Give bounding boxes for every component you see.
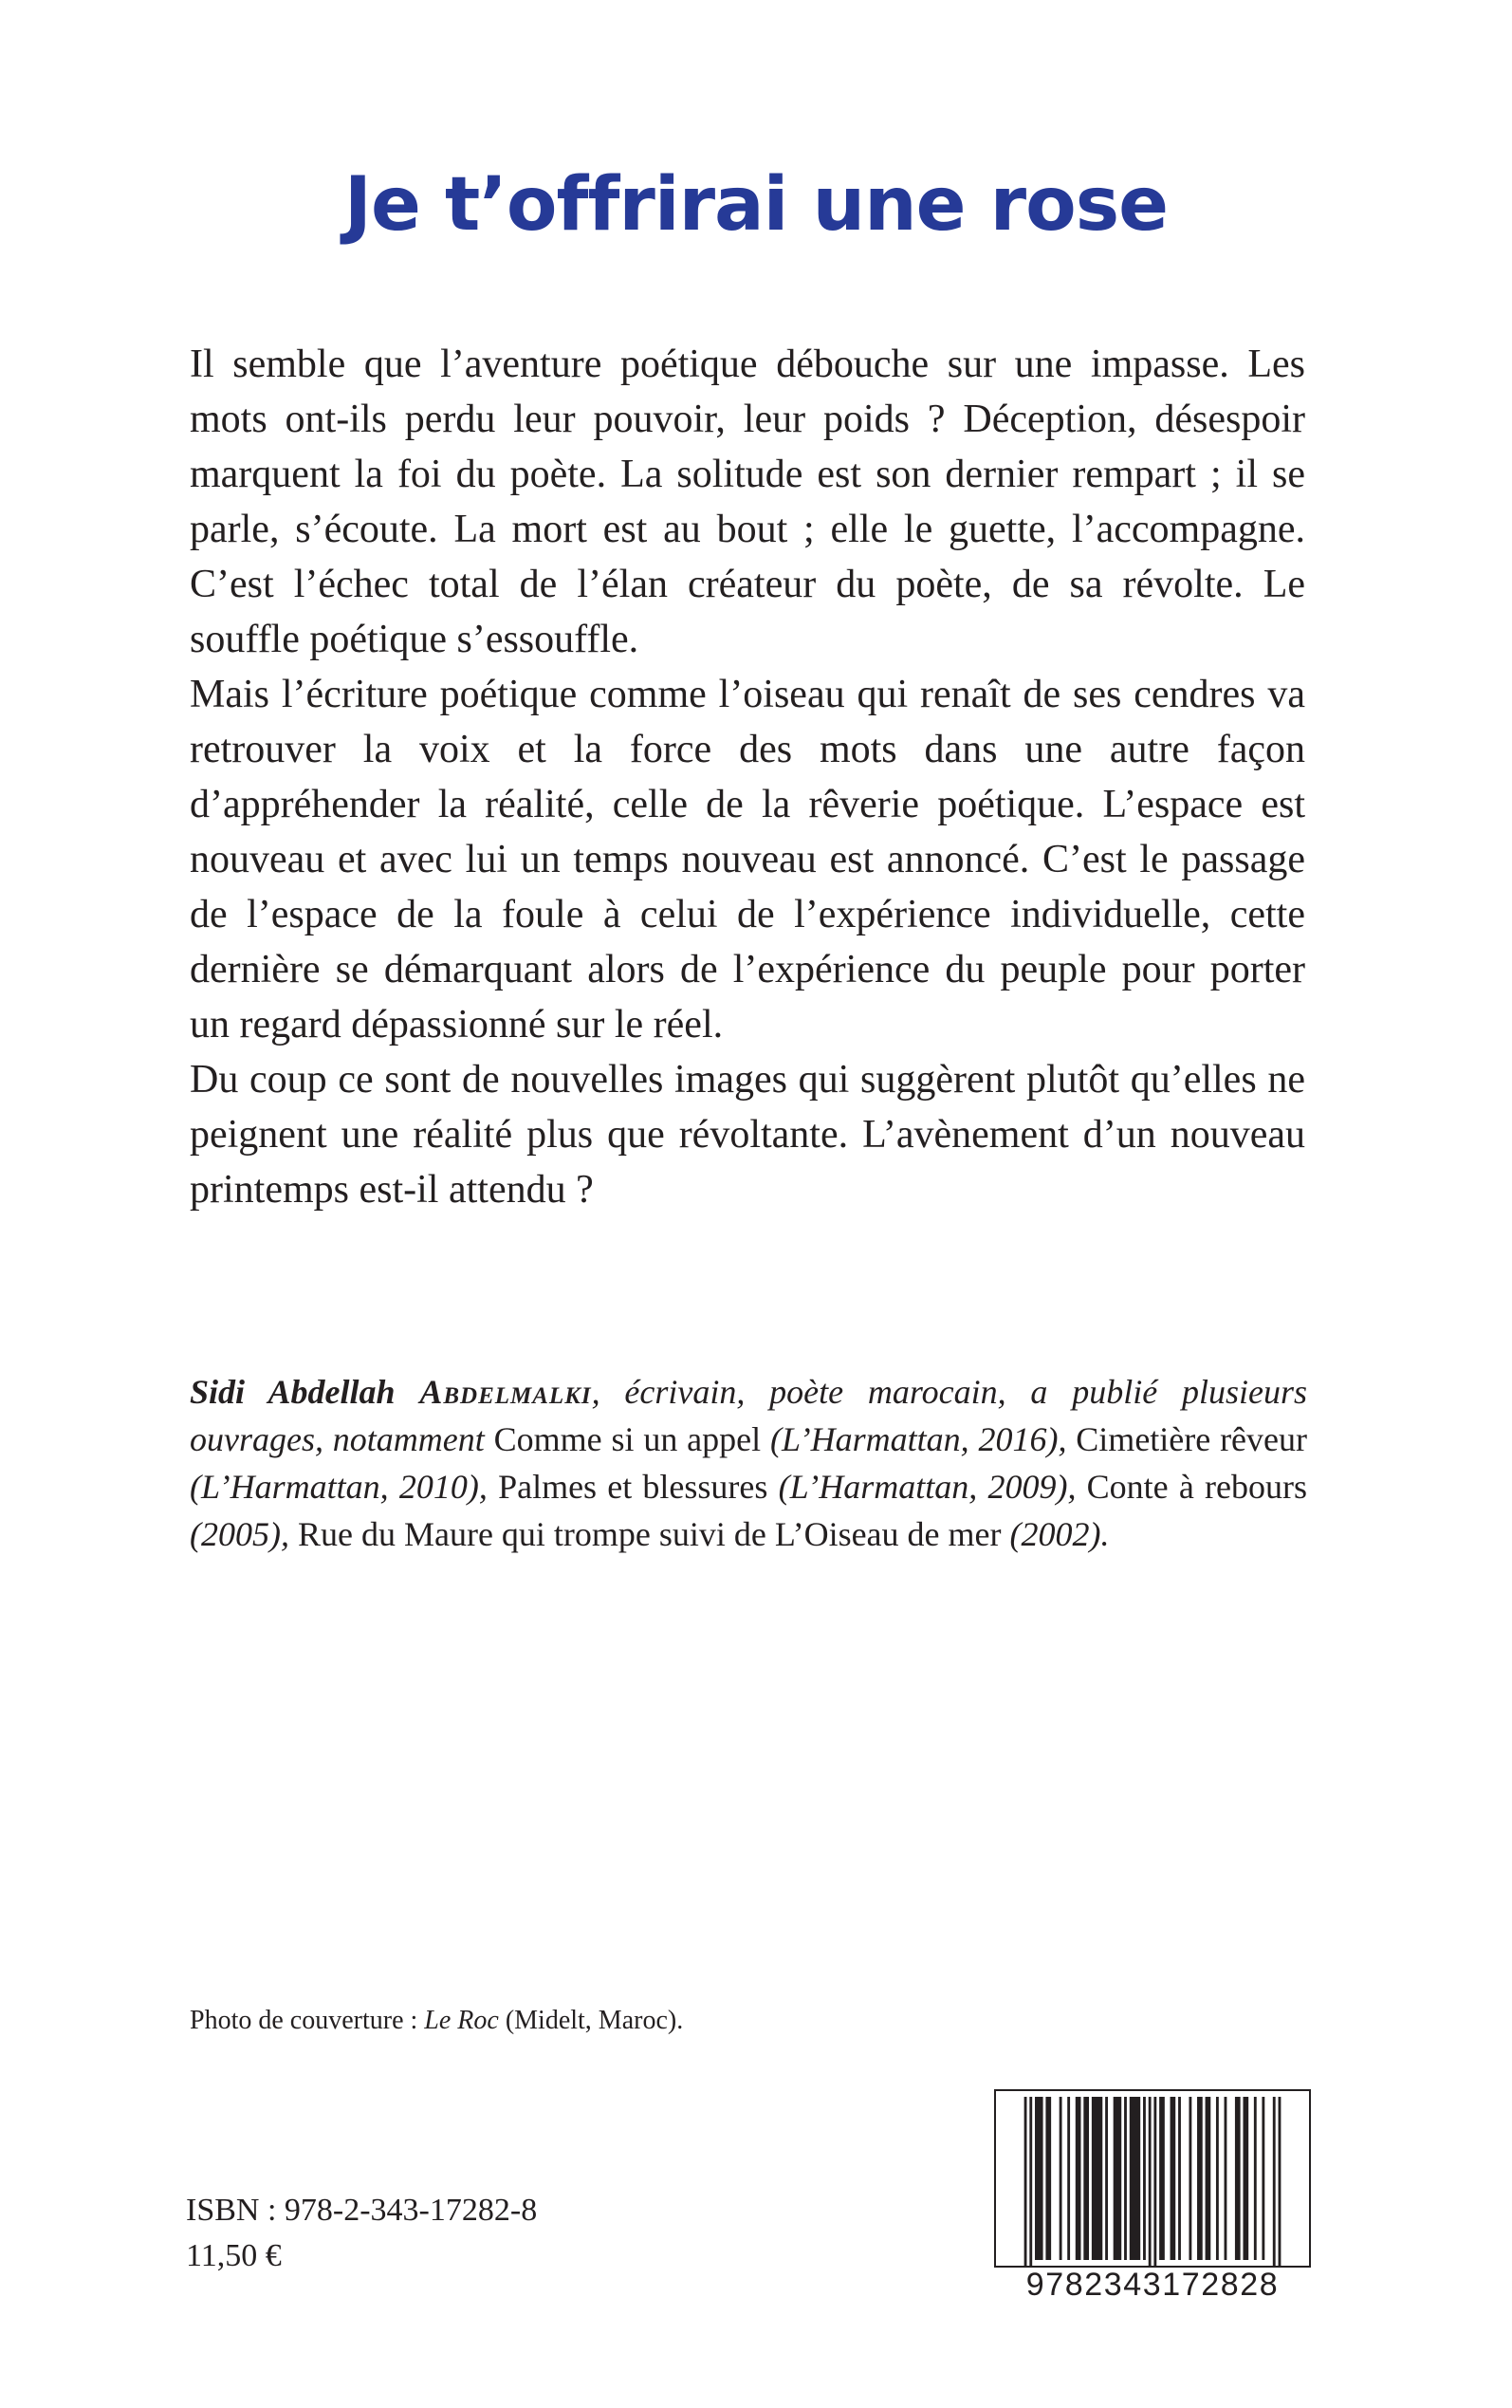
barcode-bar xyxy=(1092,2097,1102,2260)
barcode-bar xyxy=(1243,2097,1248,2260)
barcode-bar xyxy=(1130,2097,1140,2260)
barcode-bar xyxy=(1024,2097,1027,2266)
photo-credit xyxy=(190,2004,683,2038)
barcode-bar xyxy=(1279,2097,1282,2266)
barcode-digits: 9782343172828 xyxy=(1025,2267,1280,2303)
photo-credit-suffix: (Midelt, Maroc). xyxy=(498,2006,684,2035)
barcode-bar xyxy=(1035,2097,1043,2260)
photo-credit-title: Le Roc xyxy=(424,2006,499,2035)
barcode-bar xyxy=(1178,2097,1181,2260)
barcode-bar xyxy=(1225,2097,1227,2260)
barcode-bar xyxy=(1105,2097,1108,2260)
book-title: Je t’offrirai une rose xyxy=(343,162,1169,248)
blurb-paragraph: Il semble que l’aventure poétique débouche sur une impasse. Les mots ont-ils perdu leur pouvoir, leur poids ? Déception, désespoir marquent la foi du poète. La solitude est son dernier rempart ; il se parle, s’écoute. La mort est au bout ; elle le guette, l’accompagne. C’est l’échec total de l’élan créateur du poète, de sa révolte. Le souffle poétique s’essouffle. xyxy=(190,343,1305,661)
barcode-bar xyxy=(1083,2097,1089,2260)
barcode-bar xyxy=(1067,2097,1070,2260)
barcode-bar xyxy=(1254,2097,1257,2260)
barcode-bar xyxy=(1235,2097,1241,2260)
blurb-paragraph: Du coup ce sont de nouvelles images qui suggèrent plutôt qu’elles ne peignent une réalité plus que révoltante. L’avènement d’un nouveau printemps est-il attendu ? xyxy=(190,1058,1305,1212)
barcode-bar xyxy=(1149,2097,1152,2266)
barcode-bar xyxy=(1273,2097,1276,2266)
barcode-bar xyxy=(1159,2097,1165,2260)
barcode-bar xyxy=(1216,2097,1219,2260)
bio-intro: , écrivain, poète marocain, a publié plusieurs ouvrages, notamment xyxy=(190,1373,1307,1458)
work-details: (L’Harmattan, 2016), xyxy=(769,1420,1067,1458)
barcode-bar xyxy=(1029,2097,1032,2266)
blurb-paragraph: Mais l’écriture poétique comme l’oiseau qui renaît de ses cendres va retrouver la voix et la force des mots dans une autre façon d’appréhender la réalité, celle de la rêverie poétique. L’espace est nouveau et avec lui un temps nouveau est annoncé. C’est le passage de l’espace de la foule à celui de l’expérience individuelle, cette dernière se démarquant alors de l’expérience du peuple pour porter un regard dépassionné sur le réel. xyxy=(190,673,1305,1047)
work-details: (2002). xyxy=(1009,1515,1110,1553)
barcode-bar xyxy=(1189,2097,1191,2260)
blurb xyxy=(190,337,1305,1217)
barcode-bar xyxy=(1171,2097,1176,2260)
work-title: Rue du Maure qui trompe suivi de L’Oiseau de mer xyxy=(297,1515,1002,1553)
author-bio xyxy=(190,1368,1307,1558)
barcode-bar xyxy=(1060,2097,1062,2260)
barcode-bar xyxy=(1262,2097,1264,2260)
barcode xyxy=(994,2089,1311,2309)
work-title: Conte à rebours xyxy=(1086,1468,1307,1506)
work-details: (L’Harmattan, 2010), xyxy=(190,1468,488,1506)
barcode-bars xyxy=(994,2089,1311,2268)
work-title: Comme si un appel xyxy=(493,1420,762,1458)
barcode-bar xyxy=(1153,2097,1156,2266)
photo-credit-prefix: Photo de couverture : xyxy=(190,2006,425,2035)
barcode-bar xyxy=(1114,2097,1122,2260)
author-first-name: Sidi Abdellah xyxy=(190,1373,396,1411)
barcode-bar xyxy=(1206,2097,1211,2260)
barcode-bar xyxy=(1143,2097,1146,2260)
price: 11,50 € xyxy=(186,2238,282,2273)
barcode-bar xyxy=(1124,2097,1127,2260)
work-title: Cimetière rêveur xyxy=(1076,1420,1308,1458)
work-details: (L’Harmattan, 2009), xyxy=(778,1468,1077,1506)
barcode-bar xyxy=(1076,2097,1081,2260)
work-title: Palmes et blessures xyxy=(498,1468,768,1506)
barcode-bar xyxy=(1045,2097,1051,2260)
barcode-bar xyxy=(1197,2097,1203,2260)
isbn: ISBN : 978-2-343-17282-8 xyxy=(186,2193,538,2228)
author-surname: Abdelmalki xyxy=(419,1373,592,1411)
work-details: (2005), xyxy=(190,1515,289,1553)
